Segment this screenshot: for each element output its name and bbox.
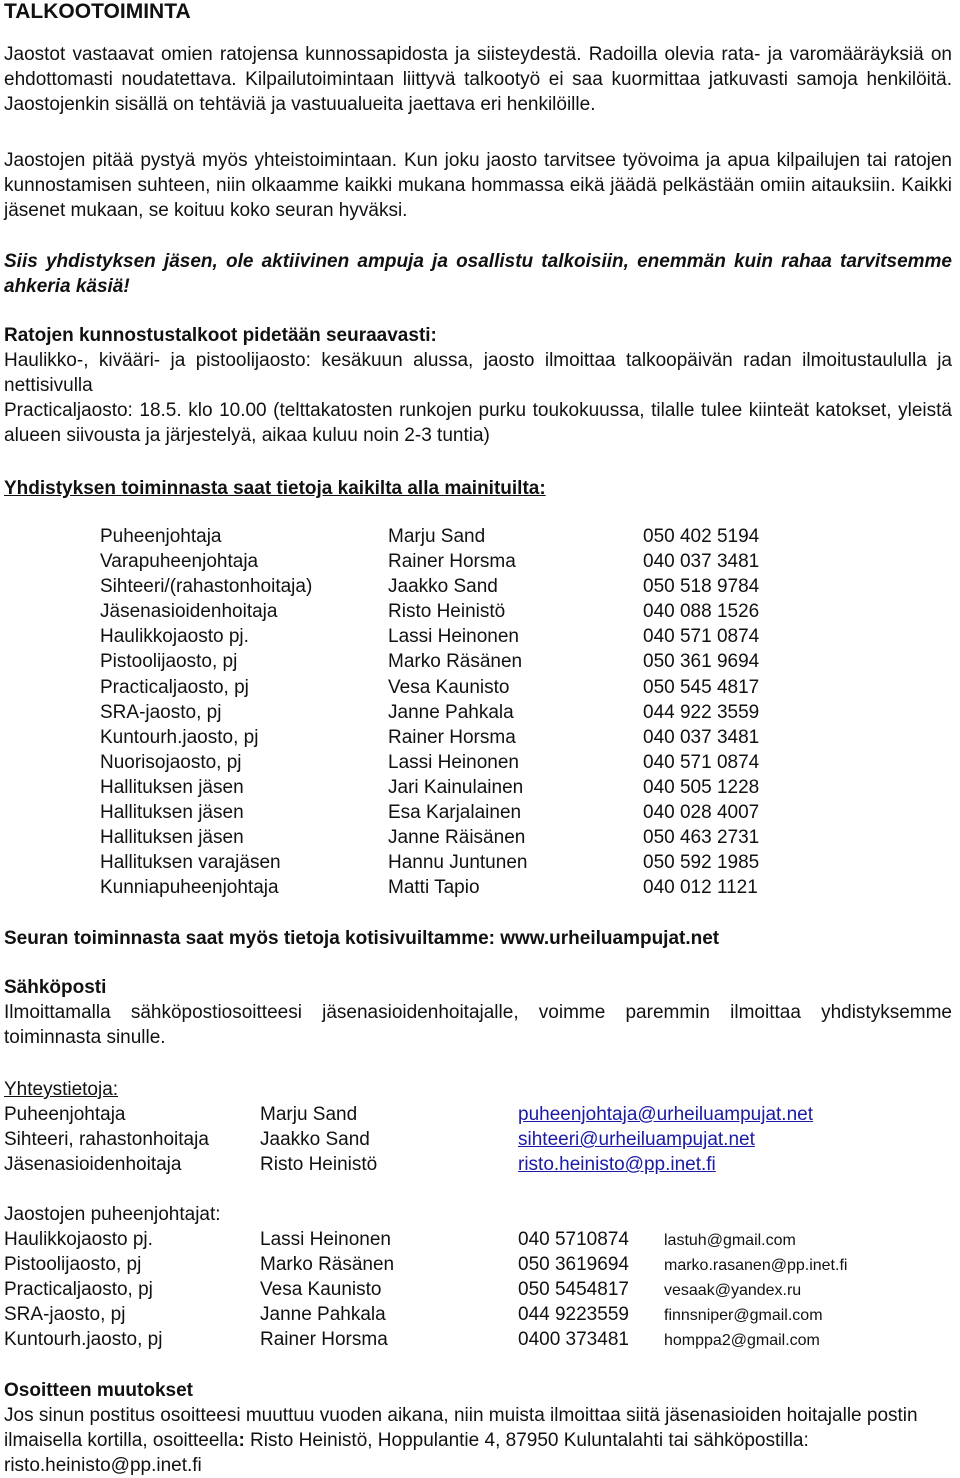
officer-phone: 050 545 4817 bbox=[643, 676, 760, 698]
officer-name: Marko Räsänen bbox=[388, 651, 523, 673]
address-colon: : bbox=[238, 1430, 245, 1451]
table-row bbox=[100, 524, 803, 549]
table-row bbox=[100, 624, 803, 649]
chair-name: Lassi Heinonen bbox=[260, 1229, 391, 1250]
table-row bbox=[100, 649, 803, 674]
chair-phone: 050 3619694 bbox=[518, 1254, 629, 1275]
appeal-paragraph: Siis yhdistyksen jäsen, ole aktiivinen ampuja ja osallistu talkoisiin, enemmän kuin rahaa tarvitsemme ahkeria käsiä! bbox=[4, 251, 952, 297]
officer-name: Rainer Horsma bbox=[388, 551, 516, 573]
chair-role: Practicaljaosto, pj bbox=[4, 1279, 153, 1300]
table-row bbox=[100, 675, 803, 700]
officer-phone: 044 922 3559 bbox=[643, 701, 760, 723]
contact-role: Puheenjohtaja bbox=[4, 1104, 126, 1125]
officer-phone: 050 402 5194 bbox=[643, 526, 760, 547]
officer-phone: 040 012 1121 bbox=[643, 877, 758, 899]
officer-name: Rainer Horsma bbox=[388, 726, 516, 748]
officer-phone: 040 028 4007 bbox=[643, 802, 760, 824]
table-row bbox=[4, 1277, 847, 1302]
officer-role: Nuorisojaosto, pj bbox=[100, 751, 242, 773]
contact-role: Jäsenasioidenhoitaja bbox=[4, 1154, 182, 1175]
officer-name: Jaakko Sand bbox=[388, 576, 498, 598]
table-row bbox=[100, 750, 803, 775]
chair-phone: 040 5710874 bbox=[518, 1229, 629, 1250]
officer-name: Janne Räisänen bbox=[388, 827, 526, 849]
table-row bbox=[100, 800, 803, 825]
chair-name: Marko Räsänen bbox=[260, 1254, 395, 1275]
officer-phone: 050 592 1985 bbox=[643, 852, 760, 874]
email-heading: Sähköposti bbox=[4, 977, 107, 998]
officer-name: Jari Kainulainen bbox=[388, 776, 524, 798]
officer-name: Janne Pahkala bbox=[388, 701, 514, 723]
table-row bbox=[100, 850, 803, 875]
website-line: Seuran toiminnasta saat myös tietoja kotisivuiltamme: www.urheiluampujat.net bbox=[4, 928, 720, 949]
officer-role: SRA-jaosto, pj bbox=[100, 701, 222, 723]
maintenance-section bbox=[4, 323, 952, 448]
chairs-table bbox=[4, 1227, 847, 1352]
contact-email-link[interactable]: sihteeri@urheiluampujat.net bbox=[518, 1129, 755, 1150]
chair-role: Haulikkojaosto pj. bbox=[4, 1229, 153, 1250]
officer-role: Puheenjohtaja bbox=[100, 526, 222, 547]
chairs-heading: Jaostojen puheenjohtajat: bbox=[4, 1204, 221, 1225]
chair-role: Pistoolijaosto, pj bbox=[4, 1254, 142, 1275]
chair-role: Kuntourh.jaosto, pj bbox=[4, 1329, 163, 1350]
officer-role: Practicaljaosto, pj bbox=[100, 676, 249, 698]
contact-name: Risto Heinistö bbox=[260, 1154, 378, 1175]
page-title: TALKOOTOIMINTA bbox=[4, 0, 191, 23]
officer-role: Sihteeri/(rahastonhoitaja) bbox=[100, 576, 313, 598]
address-details: Risto Heinistö, Hoppulantie 4, 87950 Kuluntalahti tai sähköpostilla: risto.heinisto@pp.inet.fi bbox=[4, 1430, 809, 1476]
officer-phone: 040 571 0874 bbox=[643, 626, 760, 648]
table-row bbox=[100, 574, 803, 599]
contact-role: Sihteeri, rahastonhoitaja bbox=[4, 1129, 209, 1150]
chair-email: vesaak@yandex.ru bbox=[664, 1282, 802, 1299]
chair-role: SRA-jaosto, pj bbox=[4, 1304, 126, 1325]
table-row bbox=[100, 825, 803, 850]
officer-role: Kunniapuheenjohtaja bbox=[100, 877, 279, 899]
table-row bbox=[100, 775, 803, 800]
officer-role: Jäsenasioidenhoitaja bbox=[100, 601, 278, 623]
officer-phone: 050 518 9784 bbox=[643, 576, 760, 598]
chair-phone: 044 9223559 bbox=[518, 1304, 629, 1325]
maintenance-line-1: Haulikko-, kivääri- ja pistoolijaosto: kesäkuun alussa, jaosto ilmoittaa talkoopäivän radan ilmoitustaululla ja nettisivulla bbox=[4, 350, 952, 396]
address-heading: Osoitteen muutokset bbox=[4, 1380, 193, 1401]
officer-role: Hallituksen varajäsen bbox=[100, 852, 281, 874]
officer-phone: 040 037 3481 bbox=[643, 726, 760, 748]
officer-role: Haulikkojaosto pj. bbox=[100, 626, 249, 648]
intro-paragraph: Jaostot vastaavat omien ratojensa kunnossapidosta ja siisteydestä. Radoilla olevia rata- ja varomääräyksiä on ehdottomasti noudatettava. Kilpailutoimintaan liittyvä talkootyö ei saa kuormittaa jatkuvasti samoja henkilöitä. Jaostojenkin sisällä on tehtäviä ja vastuualueita jaettava eri henkilöille. bbox=[4, 44, 952, 115]
officer-phone: 050 463 2731 bbox=[643, 827, 760, 849]
table-row bbox=[4, 1327, 847, 1352]
table-row bbox=[100, 875, 803, 900]
officer-phone: 040 088 1526 bbox=[643, 601, 760, 623]
maintenance-heading: Ratojen kunnostustalkoot pidetään seuraavasti: bbox=[4, 325, 437, 346]
table-row bbox=[4, 1152, 813, 1177]
email-text: Ilmoittamalla sähköpostiosoitteesi jäsenasioidenhoitajalle, voimme paremmin ilmoittaa yhdistyksemme toiminnasta sinulle. bbox=[4, 1002, 952, 1048]
table-row bbox=[100, 549, 803, 574]
officer-name: Vesa Kaunisto bbox=[388, 676, 510, 698]
table-row bbox=[100, 599, 803, 624]
officer-name: Marju Sand bbox=[388, 526, 486, 547]
address-text-before: Jos sinun postitus osoitteesi muuttuu vuoden aikana, niin muista ilmoittaa siitä jäsenasioiden hoitajalle postin ilmaisella kortilla, osoitteella bbox=[4, 1405, 918, 1451]
chair-phone: 0400 373481 bbox=[518, 1329, 629, 1350]
officer-role: Hallituksen jäsen bbox=[100, 827, 244, 849]
maintenance-line-2: Practicaljaosto: 18.5. klo 10.00 (telttakatosten runkojen purku toukokuussa, tilalle tulee kiinteät katokset, yleistä alueen siivousta ja järjestelyä, aikaa kuluu noin 2-3 tuntia) bbox=[4, 400, 952, 446]
contacts-table bbox=[4, 1102, 813, 1177]
officer-phone: 040 505 1228 bbox=[643, 776, 760, 798]
contact-email-link[interactable]: puheenjohtaja@urheiluampujat.net bbox=[518, 1104, 814, 1125]
officer-role: Hallituksen jäsen bbox=[100, 776, 244, 798]
table-row bbox=[4, 1302, 847, 1327]
officer-role: Hallituksen jäsen bbox=[100, 802, 244, 824]
officer-role: Pistoolijaosto, pj bbox=[100, 651, 238, 673]
contacts-heading: Yhteystietoja: bbox=[4, 1079, 119, 1100]
info-heading: Yhdistyksen toiminnasta saat tietoja kaikilta alla mainituilta: bbox=[4, 478, 546, 499]
table-row bbox=[4, 1127, 813, 1152]
address-text bbox=[4, 1403, 952, 1478]
officer-phone: 040 571 0874 bbox=[643, 751, 760, 773]
officer-name: Risto Heinistö bbox=[388, 601, 506, 623]
officer-role: Varapuheenjohtaja bbox=[100, 551, 259, 573]
chair-email: finnsniper@gmail.com bbox=[664, 1307, 823, 1324]
address-section bbox=[4, 1378, 952, 1478]
officer-name: Hannu Juntunen bbox=[388, 852, 528, 874]
officer-name: Lassi Heinonen bbox=[388, 626, 519, 648]
officer-name: Matti Tapio bbox=[388, 877, 480, 899]
table-row bbox=[100, 725, 803, 750]
chair-name: Vesa Kaunisto bbox=[260, 1279, 382, 1300]
officer-phone: 050 361 9694 bbox=[643, 651, 760, 673]
table-row bbox=[4, 1102, 813, 1127]
table-row bbox=[4, 1227, 847, 1252]
contact-name: Jaakko Sand bbox=[260, 1129, 370, 1150]
officer-phone: 040 037 3481 bbox=[643, 551, 760, 573]
officer-name: Lassi Heinonen bbox=[388, 751, 519, 773]
officer-name: Esa Karjalainen bbox=[388, 802, 522, 824]
chair-email: marko.rasanen@pp.inet.fi bbox=[664, 1257, 848, 1274]
chair-name: Janne Pahkala bbox=[260, 1304, 386, 1325]
email-section bbox=[4, 975, 952, 1050]
chair-phone: 050 5454817 bbox=[518, 1279, 629, 1300]
contact-email-link[interactable]: risto.heinisto@pp.inet.fi bbox=[518, 1154, 716, 1175]
cooperation-paragraph: Jaostojen pitää pystyä myös yhteistoimintaan. Kun joku jaosto tarvitsee työvoima ja apua kilpailujen tai ratojen kunnostamisen suhteen, niin olkaamme kaikki mukana hommassa eikä jäädä pelkästään omiin aitauksiin. Kaikki jäsenet mukaan, se koituu koko seuran hyväksi. bbox=[4, 150, 952, 221]
contact-name: Marju Sand bbox=[260, 1104, 358, 1125]
officer-role: Kuntourh.jaosto, pj bbox=[100, 726, 259, 748]
table-row bbox=[100, 700, 803, 725]
officers-table bbox=[100, 524, 803, 900]
chair-email: homppa2@gmail.com bbox=[664, 1332, 820, 1349]
chair-name: Rainer Horsma bbox=[260, 1329, 388, 1350]
table-row bbox=[4, 1252, 847, 1277]
chair-email: lastuh@gmail.com bbox=[664, 1232, 796, 1249]
